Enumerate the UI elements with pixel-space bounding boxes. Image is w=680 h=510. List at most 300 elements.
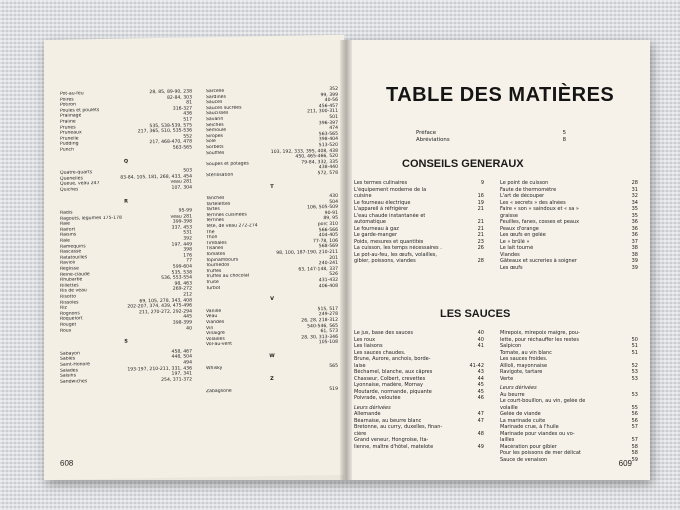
index-entry-title: Raie bbox=[60, 221, 71, 228]
book-spine bbox=[340, 40, 352, 480]
index-entry-title: Savarin bbox=[206, 116, 224, 123]
index-letter-heading: Z bbox=[270, 376, 274, 383]
toc-entry-title: Les sauces chaudes. bbox=[354, 349, 406, 356]
index-entry-page-ref: 552 bbox=[183, 134, 192, 140]
toc-entry-page-ref: 38 bbox=[631, 245, 638, 251]
index-entry-title: Quiches bbox=[60, 187, 79, 193]
index-entry-title: Potiron bbox=[60, 102, 77, 108]
toc-entry-title: Le court-bouillon, au vin, gelée de bbox=[500, 398, 586, 404]
index-entry-title: Thé bbox=[206, 229, 215, 235]
index-entry-title: Sauces bbox=[206, 100, 223, 106]
toc-entry-page-ref: 37 bbox=[631, 238, 638, 245]
toc-entry bbox=[500, 457, 638, 464]
toc-entry-title: Gâteaux et sucreries à soigner bbox=[500, 258, 577, 264]
index-entry-page-ref: 254, 371-372 bbox=[161, 377, 192, 383]
toc-entry-page-ref: 16 bbox=[477, 193, 484, 199]
toc-entry bbox=[416, 137, 566, 144]
toc-entry-page-ref: 31 bbox=[631, 186, 638, 193]
toc-entry-page-ref: 47 bbox=[477, 411, 484, 417]
index-entry-title: Poules et poulets bbox=[60, 107, 100, 114]
open-book bbox=[44, 40, 650, 480]
index-entry-title: Ratatouilles bbox=[60, 255, 88, 261]
toc-entry-page-ref: 21 bbox=[477, 206, 484, 212]
toc-entry-page-ref: 56 bbox=[631, 411, 638, 417]
index-entry-page-ref: 212 bbox=[183, 292, 192, 298]
toc-entry-title: Les « secrets » des aînées bbox=[500, 199, 566, 206]
index-entry-title: Terrines bbox=[206, 218, 224, 224]
toc-entry-title: L'eau chaude instantanée et bbox=[354, 212, 426, 219]
toc-entry-title: Abréviations bbox=[416, 137, 450, 143]
index-entry-page-ref: veau 281 bbox=[170, 179, 192, 186]
index-entry-page-ref: 456-457 bbox=[318, 103, 338, 109]
index-entry-title: Semoule bbox=[206, 127, 227, 134]
index-entry-title: Queue, veau 247 bbox=[60, 181, 100, 188]
toc-entry-title: Béchamel, blanche, aux câpres bbox=[354, 369, 433, 375]
toc-entry-page-ref: 52 bbox=[631, 362, 638, 369]
index-entry-page-ref: 526 bbox=[329, 272, 338, 278]
toc-entry-title: gibier, poissons, viandes bbox=[354, 258, 416, 264]
conseils-column-2 bbox=[500, 180, 638, 271]
index-entry-title: Prunelle bbox=[60, 136, 79, 142]
toc-entry-title: Chasseur, Colbert, crevettes bbox=[354, 375, 426, 382]
index-entry-page-ref: 211, 270-272, 292-294 bbox=[139, 309, 192, 316]
index-entry-title: Timbales bbox=[206, 240, 227, 247]
toc-entry-title: graisse bbox=[500, 212, 518, 219]
index-entry-page-ref: 217, 365, 510, 535-536 bbox=[137, 128, 192, 135]
toc-entry-title: Les termes culinaires bbox=[354, 180, 408, 186]
toc-entry-page-ref: 56 bbox=[631, 417, 638, 424]
index-entry-title: Riz bbox=[60, 305, 67, 311]
toc-entry-title: Sauce de venaison bbox=[500, 456, 548, 463]
toc-entry-title: cière bbox=[354, 430, 367, 437]
index-entry-page-ref: 193-197, 210-211, 331, 436 bbox=[127, 365, 192, 373]
page-number-left: 608 bbox=[60, 458, 74, 468]
index-entry-title: Stérilisation bbox=[206, 172, 234, 179]
index-entry-title: Veau bbox=[206, 314, 218, 320]
index-entry-page-ref: 98, 463 bbox=[174, 281, 192, 287]
index-column-1 bbox=[60, 89, 192, 385]
index-entry-page-ref: 519 bbox=[329, 386, 338, 392]
index-entry-title: Pot-au-feu bbox=[60, 91, 84, 97]
index-entry bbox=[60, 145, 192, 153]
index-entry-title: Sablés bbox=[60, 356, 76, 363]
toc-entry-title: L'appareil à réfrigérer bbox=[354, 206, 409, 212]
toc-entry-title: Feuilles, fanes, cosses et peaux bbox=[500, 219, 580, 225]
index-entry-page-ref: porc 310 bbox=[317, 221, 338, 228]
index-entry-page-ref: 535, 538-539, 575 bbox=[149, 122, 192, 129]
index-entry-page-ref: 458, 467 bbox=[171, 349, 192, 355]
toc-entry-page-ref: 23 bbox=[477, 238, 484, 245]
index-entry-title: Risotto bbox=[60, 294, 77, 300]
index-entry-page-ref: 565 bbox=[329, 363, 338, 369]
index-entry-title: Terrines cuisinées bbox=[206, 212, 247, 219]
index-entry-page-ref: 540-546, 565 bbox=[307, 323, 338, 329]
index-column-2 bbox=[206, 87, 338, 395]
toc-entry-title: Lyonnaise, madère, Mornay bbox=[354, 382, 423, 388]
index-entry-page-ref: veau 281 bbox=[170, 214, 192, 220]
toc-entry-page-ref: 50 bbox=[631, 336, 638, 343]
index-entry-title: Tisanes bbox=[206, 246, 224, 252]
index-entry-title: Thon bbox=[206, 235, 218, 241]
index-entry-page-ref: 406-408 bbox=[318, 283, 338, 289]
toc-entry-title: Poivrade, veloutée bbox=[354, 395, 401, 401]
index-entry-title: Rascasse bbox=[60, 249, 82, 255]
index-entry-title: Soupes et potages bbox=[206, 161, 249, 167]
index-entry-page-ref: 568-569 bbox=[318, 244, 338, 250]
index-entry-page-ref: 106, 505-509 bbox=[307, 205, 338, 211]
index-entry-page-ref: 26, 28, 218-312 bbox=[301, 317, 338, 324]
index-letter-heading: V bbox=[270, 296, 274, 303]
index-entry-title: Pruneaux bbox=[60, 130, 82, 136]
toc-entry-page-ref: 45 bbox=[477, 382, 484, 388]
index-entry-title: Tête, de veau 272-274 bbox=[206, 223, 258, 230]
index-entry-title: Sauces sucrées bbox=[206, 105, 242, 111]
index-entry-title: Sardines bbox=[206, 94, 226, 100]
index-entry-page-ref: 398-399 bbox=[172, 320, 192, 326]
index-entry-page-ref: 197, 341 bbox=[171, 371, 192, 377]
index-entry-page-ref: 566-566 bbox=[318, 227, 338, 233]
index-entry-title: Whisky bbox=[206, 365, 223, 371]
toc-entry-title: Grand veneur, Hongroise, Ita- bbox=[354, 437, 429, 443]
index-entry-page-ref: 89, 95 bbox=[323, 216, 338, 222]
toc-entry-title: Macération pour gibier bbox=[500, 443, 557, 450]
toc-entry-title: Allemande bbox=[354, 411, 381, 417]
toc-entry-page-ref: 46 bbox=[477, 395, 484, 401]
toc-entry-title: Le jus, base des sauces bbox=[354, 330, 413, 336]
index-entry-title: Raifort bbox=[60, 227, 76, 233]
index-entry-title: Topinambours bbox=[206, 257, 239, 263]
toc-entry-title: Marinade pour viandes ou vo- bbox=[500, 430, 575, 437]
index-entry-title: Tartes bbox=[206, 207, 220, 213]
index-entry-title: Salades bbox=[60, 367, 78, 374]
index-entry-page-ref: 83-84, 105, 181, 268, 433, 454 bbox=[120, 174, 192, 181]
toc-entry-page-ref: 36 bbox=[631, 232, 638, 238]
toc-entry-page-ref: 57 bbox=[631, 424, 638, 430]
index-entry-page-ref: 240-241 bbox=[318, 261, 338, 267]
toc-entry-page-ref: 55 bbox=[631, 404, 638, 411]
index-entry-page-ref: 81 bbox=[186, 100, 192, 106]
index-entry-page-ref: 504 bbox=[329, 199, 338, 205]
toc-entry-page-ref: 53 bbox=[631, 369, 638, 375]
index-letter-heading: T bbox=[270, 183, 274, 190]
toc-entry bbox=[500, 376, 638, 383]
toc-entry-title: Les œufs en gelée bbox=[500, 232, 546, 238]
toc-entry-title: Salpicon bbox=[500, 343, 522, 349]
toc-entry-title: Le point de cuisson bbox=[500, 180, 549, 186]
index-entry-page-ref: 572, 578 bbox=[317, 170, 338, 177]
index-entry-page-ref: 494 bbox=[183, 360, 192, 366]
toc-entry-title: L'art de découper bbox=[500, 193, 545, 199]
index-entry-page-ref: 82-84, 303 bbox=[166, 95, 192, 101]
index-entry-page-ref: 404-405 bbox=[318, 233, 338, 239]
index-entry-title: Truffes au chocolat bbox=[206, 273, 250, 280]
index-entry-page-ref: 61, 573 bbox=[320, 329, 338, 335]
toc-entry bbox=[354, 258, 484, 265]
preface-list bbox=[416, 130, 566, 144]
index-entry-title: Quatre-quarts bbox=[60, 170, 93, 176]
toc-entry-page-ref: 39 bbox=[631, 264, 638, 271]
toc-entry-page-ref: 53 bbox=[631, 391, 638, 398]
sauces-column-2 bbox=[500, 330, 638, 463]
subsection-label: Leurs dérivées bbox=[354, 404, 391, 411]
index-entry-title: Rillettes bbox=[60, 283, 79, 289]
index-entry-title: Rouget bbox=[60, 322, 77, 328]
toc-entry-page-ref: 40 bbox=[477, 336, 484, 343]
toc-entry-title: La marinade cuite bbox=[500, 417, 546, 424]
index-entry-title: Saucisses bbox=[206, 111, 229, 117]
index-entry-title: Tartelettes bbox=[206, 201, 231, 207]
index-entry-page-ref: 536, 553-554 bbox=[161, 275, 192, 282]
toc-entry-title: L'équipement moderne de la bbox=[354, 186, 427, 193]
index-entry-title: Reine-claude bbox=[60, 271, 90, 278]
toc-entry-page-ref: 8 bbox=[562, 137, 566, 143]
toc-entry-page-ref: 53 bbox=[631, 375, 638, 382]
index-letter-heading: R bbox=[124, 198, 128, 205]
index-entry-title: Soufflés bbox=[206, 150, 225, 156]
toc-entry-page-ref: 38 bbox=[631, 251, 638, 258]
index-entry-title: Roquefort bbox=[60, 316, 83, 323]
index-entry-page-ref: 448, 504 bbox=[171, 354, 192, 361]
index-letter-heading: Q bbox=[123, 158, 129, 165]
index-entry-title: Reglisse bbox=[60, 266, 79, 272]
index-entry-title: Sole bbox=[206, 139, 216, 145]
toc-entry-title: lienne, maître d'hôtel, matelote bbox=[354, 443, 434, 450]
toc-entry-page-ref: 58 bbox=[631, 443, 638, 450]
index-entry-title: Radis bbox=[60, 210, 73, 216]
index-entry-page-ref: 396-397 bbox=[318, 120, 338, 126]
toc-entry-page-ref: 36 bbox=[631, 225, 638, 232]
index-entry-title: Poires bbox=[60, 97, 74, 103]
index-entry-page-ref: 99, 399 bbox=[320, 92, 338, 98]
toc-entry-title: Brune, Aurore, anchois, borde- bbox=[354, 356, 431, 362]
toc-entry-title: Les liaisons bbox=[354, 343, 383, 349]
index-entry-title: Sabayon bbox=[60, 351, 80, 357]
index-entry-title: Turbot bbox=[206, 285, 221, 291]
index-entry-page-ref: 474 bbox=[329, 126, 338, 132]
toc-entry-title: Les œufs bbox=[500, 264, 523, 271]
toc-entry-title: Ravigote, tartare bbox=[500, 369, 543, 375]
index-entry-page-ref: 197, 449 bbox=[171, 242, 192, 248]
toc-entry-title: Le garde-manger bbox=[354, 232, 398, 238]
toc-entry-title: Moutarde, normande, piquante bbox=[354, 388, 432, 395]
toc-entry-page-ref: 26 bbox=[477, 245, 484, 251]
toc-entry-title: Aïlloli, mayonnaise bbox=[500, 362, 548, 369]
toc-entry bbox=[416, 130, 566, 137]
index-entry-page-ref: 431-432 bbox=[318, 277, 338, 284]
toc-entry-title: Le fourneau électrique bbox=[354, 199, 411, 206]
toc-entry-page-ref: 35 bbox=[631, 206, 638, 212]
toc-entry-page-ref: 48 bbox=[477, 430, 484, 437]
toc-entry-title: Poids, mesures et quantités bbox=[354, 238, 424, 245]
index-entry-page-ref: 535, 538 bbox=[171, 270, 192, 276]
index-entry-title: Ris de veau bbox=[60, 288, 87, 295]
index-entry-page-ref: 98, 100, 187-190, 210-211 bbox=[276, 249, 338, 256]
toc-entry-page-ref: 59 bbox=[631, 456, 638, 463]
toc-entry-title: Pour les poissons de mer délicat bbox=[500, 450, 581, 456]
index-entry-title: Sorbets bbox=[206, 144, 224, 151]
index-entry-page-ref: 445 bbox=[183, 314, 192, 320]
toc-entry-page-ref: 21 bbox=[477, 219, 484, 225]
toc-entry-title: Mirepoix, mirepoix maigre, pou- bbox=[500, 330, 580, 336]
subsection-label: Leurs dérivées bbox=[500, 385, 537, 391]
toc-entry-title: Le pot-au-feu, les œufs, volailles, bbox=[354, 251, 437, 258]
toc-entry-page-ref: 44 bbox=[477, 375, 484, 382]
index-entry-page-ref: 430 bbox=[329, 193, 338, 200]
toc-entry-title: Faire « son » saindoux et « sa » bbox=[500, 206, 579, 212]
toc-entry-title: Verte bbox=[500, 375, 514, 382]
index-entry-page-ref: 103, 192, 333, 395, 408, 438 bbox=[270, 148, 338, 155]
toc-entry-page-ref: 28 bbox=[477, 258, 484, 264]
index-entry-title: Sarcelle bbox=[206, 88, 225, 95]
index-entry-title: Rognons bbox=[60, 311, 80, 317]
toc-entry-title: Tomate, au vin blanc bbox=[500, 349, 552, 356]
index-entry-page-ref: 40-56 bbox=[324, 98, 338, 104]
index-entry-title: Tournedos bbox=[206, 262, 230, 269]
index-entry-title: Ramequins bbox=[60, 243, 86, 250]
toc-entry-title: Marinade crue, à l'huile bbox=[500, 424, 559, 430]
index-entry-title: Vin bbox=[206, 325, 214, 331]
index-entry-page-ref: 438-440 bbox=[318, 165, 338, 171]
index-entry-title: Punch bbox=[60, 147, 74, 153]
toc-entry-title: lette, pour réchauffer les restes bbox=[500, 336, 579, 343]
toc-entry-page-ref: 35 bbox=[631, 212, 638, 219]
index-entry-page-ref: 515, 517 bbox=[317, 306, 338, 313]
toc-entry-page-ref: 36 bbox=[631, 219, 638, 225]
index-entry-page-ref: 201 bbox=[329, 255, 338, 261]
index-letter-heading: W bbox=[269, 352, 275, 360]
index-entry-page-ref: 513-520 bbox=[318, 142, 338, 149]
toc-entry-title: automatique bbox=[354, 219, 386, 225]
toc-entry-page-ref: 9 bbox=[480, 180, 484, 186]
index-entry-title: Raisins bbox=[60, 232, 77, 239]
index-entry-title: Tomates bbox=[206, 251, 226, 258]
section-heading-sauces: LES SAUCES bbox=[440, 308, 511, 320]
index-entry-page-ref: 69, 105, 278, 343, 408 bbox=[139, 298, 192, 304]
index-entry-title: Râle bbox=[60, 238, 71, 244]
toc-entry-title: lailles bbox=[500, 437, 515, 443]
toc-entry-title: Béarnaise, au beurre blanc bbox=[354, 417, 422, 424]
index-entry-title: Sandwiches bbox=[60, 378, 88, 385]
toc-entry-title: laise bbox=[354, 362, 366, 369]
index-entry-page-ref: 105-108 bbox=[318, 340, 338, 346]
index-entry-page-ref: 90-91 bbox=[324, 210, 338, 216]
index-entry-title: Vol-au-vent bbox=[206, 342, 233, 348]
index-entry-title: Pudding bbox=[60, 141, 79, 148]
index-entry-page-ref: 77-78, 106 bbox=[312, 238, 338, 245]
index-entry-title: Vinaigre bbox=[206, 330, 225, 337]
toc-entry-title: Viandes bbox=[500, 251, 520, 258]
index-entry-page-ref: 398 bbox=[183, 247, 192, 253]
sauces-column-1 bbox=[354, 330, 484, 450]
index-entry-page-ref: 450, 465-466, 520 bbox=[295, 153, 338, 160]
index-entry-page-ref: 531 bbox=[183, 230, 192, 237]
toc-entry-title: Au beurre bbox=[500, 391, 525, 398]
index-entry-page-ref: 95-99 bbox=[178, 208, 192, 214]
index-entry-page-ref: 352 bbox=[329, 86, 338, 93]
toc-entry-page-ref: 41 bbox=[477, 343, 484, 349]
index-entry bbox=[206, 340, 338, 348]
toc-entry-page-ref: 21 bbox=[477, 232, 484, 238]
index-entry-page-ref: 501 bbox=[329, 114, 338, 120]
section-heading-conseils: CONSEILS GENERAUX bbox=[402, 158, 524, 170]
index-entry-page-ref: 107, 304 bbox=[171, 185, 192, 191]
toc-entry-page-ref: 19 bbox=[477, 199, 484, 206]
index-entry-title: Quenelles bbox=[60, 176, 83, 182]
index-entry-page-ref: 517 bbox=[183, 117, 192, 123]
right-page-contents bbox=[344, 40, 650, 480]
toc-entry-title: Le « brûlé » bbox=[500, 238, 530, 245]
toc-entry-page-ref: 47 bbox=[477, 417, 484, 424]
index-entry-title: Rhubarbe bbox=[60, 277, 83, 283]
index-entry-page-ref: 563-565 bbox=[318, 131, 338, 137]
index-entry-page-ref: 599-604 bbox=[172, 264, 192, 270]
toc-entry-title: Faute de thermomètre bbox=[500, 186, 557, 193]
index-entry-page-ref: 563-565 bbox=[172, 145, 192, 151]
toc-entry-page-ref: 58 bbox=[631, 450, 638, 456]
toc-entry-title: cuisine bbox=[354, 193, 372, 199]
toc-entry-page-ref: 32 bbox=[631, 193, 638, 199]
toc-entry-page-ref: 45 bbox=[477, 388, 484, 395]
index-entry-page-ref: 211, 300-311 bbox=[307, 109, 338, 115]
toc-entry-title: Les roux bbox=[354, 336, 376, 343]
index-entry-title: Rissoles bbox=[60, 299, 79, 306]
index-entry bbox=[206, 171, 338, 179]
toc-entry-page-ref: 5 bbox=[562, 130, 566, 136]
index-entry-title: Siropes bbox=[206, 133, 223, 139]
index-entry-title: Seiches bbox=[206, 122, 224, 128]
toc-entry bbox=[354, 395, 484, 402]
page-title: TABLE DES MATIÈRES bbox=[386, 84, 615, 106]
toc-entry-title: La cuisson, les temps nécessaires . bbox=[354, 245, 442, 251]
toc-entry-page-ref: 28 bbox=[631, 180, 638, 186]
toc-entry-page-ref: 21 bbox=[477, 225, 484, 232]
toc-entry-page-ref: 34 bbox=[631, 199, 638, 206]
index-entry-title: Ravioli bbox=[60, 260, 76, 267]
index-entry bbox=[60, 326, 192, 334]
toc-entry-title: Peaux d'orange bbox=[500, 225, 539, 232]
index-entry-page-ref: 28, 85, 89-90, 238 bbox=[149, 89, 192, 96]
index-entry-title: Truite bbox=[206, 279, 219, 286]
index-entry-page-ref: 77 bbox=[186, 258, 192, 264]
index-entry-page-ref: 63, 147-148, 337 bbox=[298, 266, 338, 273]
index-entry-title: Ragoûts, légumes 175-178 bbox=[60, 215, 122, 222]
toc-entry-title: volaille bbox=[500, 404, 518, 411]
index-entry-page-ref: 28, 30, 313-346 bbox=[301, 334, 338, 341]
index-entry-page-ref: 176 bbox=[183, 253, 192, 259]
index-entry-page-ref: 202-207, 374, 439, 475-496 bbox=[127, 303, 192, 310]
index-letter-heading: S bbox=[124, 338, 128, 345]
toc-entry-title: Préface bbox=[416, 130, 437, 136]
index-entry-title: Tanches bbox=[206, 195, 225, 202]
index-entry bbox=[206, 363, 338, 371]
toc-entry-title: Les sauces froides. bbox=[500, 356, 548, 362]
conseils-column-1 bbox=[354, 180, 484, 265]
index-entry-page-ref: 40 bbox=[186, 325, 192, 332]
toc-entry-title: Bretonne, au curry, duxelles, finan- bbox=[354, 424, 443, 430]
index-entry-page-ref: 249-278 bbox=[318, 312, 338, 318]
toc-entry-title: Le fourneau à gaz bbox=[354, 225, 399, 232]
index-entry-page-ref: 79-84, 332, 335 bbox=[301, 159, 338, 166]
index-entry-title: Zabaglione bbox=[206, 388, 232, 394]
index-entry-title: Vanille bbox=[206, 308, 222, 314]
index-entry-title: Prunes bbox=[60, 125, 76, 131]
toc-entry-page-ref: 51 bbox=[631, 349, 638, 356]
index-entry-title: Pralinage bbox=[60, 113, 82, 120]
index-entry-title: Praline bbox=[60, 119, 76, 125]
left-page-index bbox=[44, 35, 344, 480]
toc-entry-page-ref: 39 bbox=[631, 258, 638, 264]
toc-entry bbox=[354, 444, 484, 451]
